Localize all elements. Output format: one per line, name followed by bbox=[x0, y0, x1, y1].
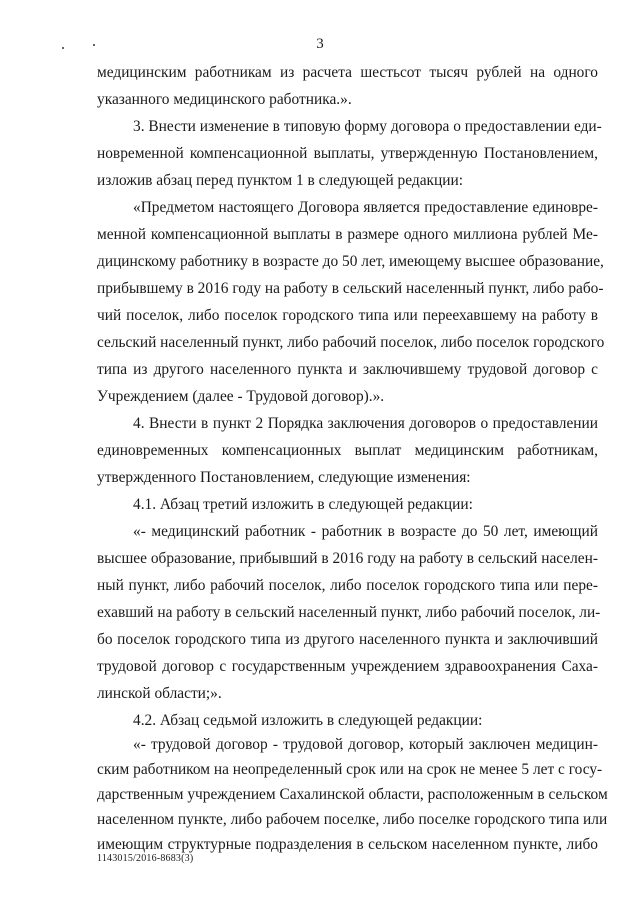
text-line: единовременных компенсационных выплат медицинским работникам, bbox=[97, 442, 598, 459]
text-line: менной компенсационной выплаты в размере одного миллиона рублей Ме- bbox=[97, 226, 598, 243]
text-line: прибывшему в 2016 году на работу в сельский населенный пункт, либо рабо- bbox=[97, 280, 604, 297]
text-line: новременной компенсационной выплаты, утвержденную Постановлением, bbox=[97, 145, 598, 162]
text-line: дарственным учреждением Сахалинской области, расположенным в сельском bbox=[97, 786, 608, 803]
text-line: изложив абзац перед пунктом 1 в следующей редакции: bbox=[97, 172, 464, 189]
text-line: типа из другого населенного пункта и заключившему трудовой договор с bbox=[97, 361, 598, 378]
text-line: чий поселок, либо поселок городского типа или переехавшему на работу в bbox=[97, 307, 598, 324]
text-line: указанного медицинского работника.». bbox=[97, 91, 352, 108]
text-line: «Предметом настоящего Договора является предоставление единовре- bbox=[133, 199, 598, 216]
text-line: Учреждением (далее - Трудовой договор).». bbox=[97, 388, 385, 405]
text-line: 4.1. Абзац третий изложить в следующей редакции: bbox=[133, 496, 473, 513]
text-line: 4. Внести в пункт 2 Порядка заключения договоров о предоставлении bbox=[133, 415, 598, 432]
text-line: населенном пункте, либо рабочем поселке, либо поселке городского типа или bbox=[97, 811, 608, 828]
text-line: трудовой договор с государственным учреждением здравоохранения Саха- bbox=[97, 658, 598, 675]
text-line: дицинскому работнику в возрасте до 50 лет, имеющему высшее образование, bbox=[97, 253, 604, 270]
page-number: 3 bbox=[316, 36, 324, 52]
text-line: ехавший на работу в сельский населенный пункт, либо рабочий поселок, ли- bbox=[97, 604, 601, 621]
text-line: «- трудовой договор - трудовой договор, который заключен медицин- bbox=[133, 736, 598, 753]
text-line: сельский населенный пункт, либо рабочий поселок, либо поселок городского bbox=[97, 334, 605, 351]
text-line: ским работником на неопределенный срок или на срок не менее 5 лет с госу- bbox=[97, 761, 603, 778]
text-line: линской области;». bbox=[97, 685, 222, 702]
text-line: высшее образование, прибывший в 2016 году на работу в сельский населен- bbox=[97, 550, 598, 567]
text-line: 3. Внести изменение в типовую форму договора о предоставлении еди- bbox=[133, 118, 602, 135]
document-footer-code: 1143015/2016-8683(3) bbox=[97, 853, 194, 864]
text-line: бо поселок городского типа из другого населенного пункта и заключивший bbox=[97, 631, 598, 648]
text-line: ный пункт, либо рабочий поселок, либо поселок городского типа или пере- bbox=[97, 577, 598, 594]
text-line: 4.2. Абзац седьмой изложить в следующей редакции: bbox=[133, 712, 483, 729]
text-line: имеющим структурные подразделения в сельском населенном пункте, либо bbox=[97, 836, 598, 853]
text-line: медицинским работникам из расчета шестьсот тысяч рублей на одного bbox=[97, 64, 598, 81]
text-line: утвержденного Постановлением, следующие изменения: bbox=[97, 469, 471, 486]
text-line: «- медицинский работник - работник в возрасте до 50 лет, имеющий bbox=[133, 523, 598, 540]
